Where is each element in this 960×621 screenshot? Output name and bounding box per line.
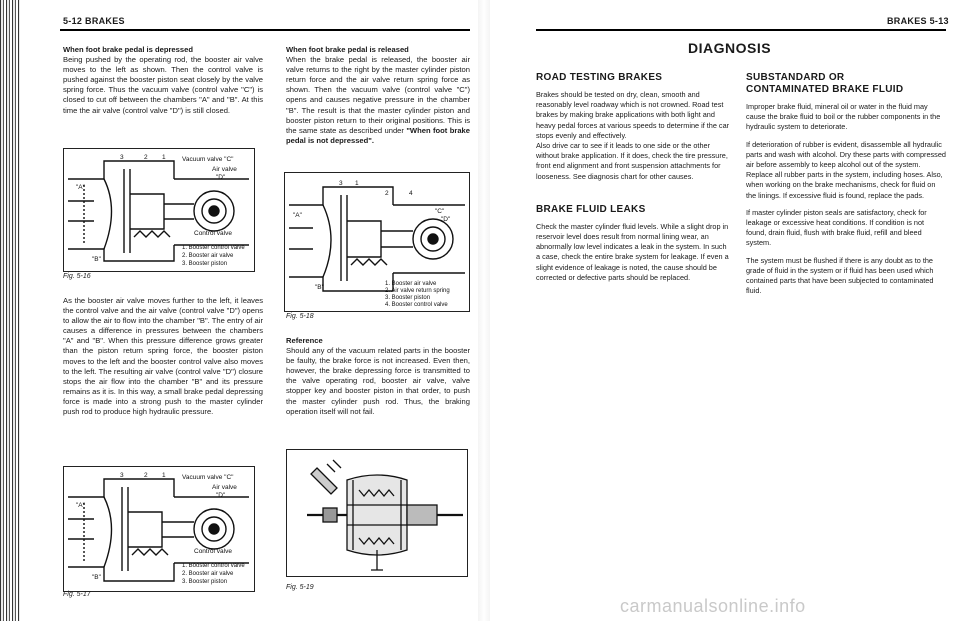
fig18-legend-3: 3. Booster piston [385,295,431,301]
left-header-rule [60,29,470,31]
figure-5-18 [284,172,470,312]
paragraph-released [286,55,470,146]
fig-5-17-caption: Fig. 5-17 [63,591,91,598]
fig17-label-1: 1 [162,472,166,479]
left-col2-reference [286,336,470,419]
reference-heading: Reference [286,336,323,345]
booster-assembly-drawing [287,450,467,576]
road-testing-para-1: Brakes should be tested on dry, clean, smooth and reasonably level roadway which is not crowned. Road test brakes by making brake applications with both light and heavy pedal forces at various speeds to determine if the car stops evenly and effectively. [536,90,730,140]
fig16-label-a: "A" [76,184,85,191]
left-page-header: 5-12 BRAKES [63,16,125,26]
fluid-para-4: The system must be flushed if there is any doubt as to the grade of fluid in the system or if fluid has been used which contained parts that have been subjected to contaminated fluid. [746,255,934,296]
fluid-heading-line-1: SUBSTANDARD OR [746,72,845,83]
fig-5-19-caption: Fig. 5-19 [286,584,314,591]
left-col1-bottom [63,296,263,419]
paragraph-released-bold: "When foot brake pedal is not depressed". [286,125,470,145]
page-gutter [478,0,490,621]
left-col1-top [63,45,263,118]
fig-5-16-caption: Fig. 5-16 [63,273,91,280]
watermark: carmanualsonline.info [620,596,806,616]
right-col2 [746,72,946,303]
fig18-legend-1: 1. Booster air valve [385,281,437,287]
fig17-label-2: 2 [144,472,148,479]
fig16-label-3: 3 [120,154,124,161]
fig18-legend-4: 4. Booster control valve [385,302,448,308]
book-binding-edge [0,0,20,621]
fig17-legend-3: 3. Booster piston [182,579,228,585]
paragraph-depressed-1: Being pushed by the operating rod, the booster air valve moves to the left as shown. Then the control valve is pushed against the booster piston seat closely by the valve spring force. Thus the vacuum valve (control valve "C") is closed to cut off between the chambers "A" and "B". At this time the air valve (control valve "D") is still closed. [63,55,263,115]
right-col1 [536,72,732,290]
section-heading-depressed: When foot brake pedal is depressed [63,45,193,54]
fig18-label-b: "B" [315,284,324,291]
fig16-label-vacuum-valve: Vacuum valve "C" [182,156,234,163]
fig18-legend-2: 2. Air valve return spring [385,288,450,294]
paragraph-released-text: When the brake pedal is released, the booster air valve returns to the right by the master cylinder piston return force and the air valve return spring force as shown. Then the vacuum valve (control valve "C") opens and causes negative pressure in the chamber "B". The result is that the master cylinder piston and booster piston return to their original positions. This is the same state as described under [286,55,470,135]
fig17-legend-2: 2. Booster air valve [182,571,234,577]
fig17-label-vacuum-valve: Vacuum valve "C" [182,474,234,481]
paragraph-depressed-2: As the booster air valve moves further to the left, it leaves the control valve and the air valve (control valve "D") opens to allow the air to flow into the chamber "B". The entry of air causes a difference in pressures between the chambers "A" and "B". When this pressure difference grows greater than the piston return spring force, the booster piston moves to the left and the booster control valve also moves to the left. The resulting air valve (control valve "D") closure stops the air flow into the chamber "B" and its pressure remains as it is. In this way, a small brake pedal depressing force is made into a strong push to the master cylinder push rod to produce high hydraulic pressure. [63,296,263,417]
figure-5-17 [63,466,255,592]
fig17-label-d: "D" [216,492,226,499]
fig18-label-c: "C" [435,208,445,215]
fig17-legend-1: 1. Booster control valve [182,563,245,569]
section-heading-released: When foot brake pedal is released [286,45,409,54]
reference-paragraph: Should any of the vacuum related parts in the booster be faulty, the brake force is not increased. Even then, however, the brake depressing force is transmitted to the valve operating rod, booster air valve, valve stopper key and booster piston in that order, to push the master cylinder push rod. Thus, the braking operation itself will not fail. [286,346,470,416]
page-title: DIAGNOSIS [688,40,772,56]
fig17-label-b: "B" [92,574,101,581]
right-header-rule [536,29,946,31]
road-testing-heading: ROAD TESTING BRAKES [536,72,663,83]
fig17-label-a: "A" [76,502,85,509]
fig18-label-4: 4 [409,190,413,197]
right-page-header: BRAKES 5-13 [887,16,949,26]
fig18-label-a: "A" [293,212,302,219]
figure-5-19 [286,449,468,577]
figure-5-16 [63,148,255,272]
fig16-label-1: 1 [162,154,166,161]
fig-5-18-caption: Fig. 5-18 [286,313,314,320]
fig16-label-control-valve: Control valve [194,230,232,237]
fig17-label-air-valve: Air valve [212,484,237,491]
fig18-label-2: 2 [385,190,389,197]
fig16-label-air-valve: Air valve [212,166,237,173]
fig16-legend-3: 3. Booster piston [182,261,228,267]
fig16-label-d: "D" [216,174,226,181]
brake-fluid-leaks-para: Check the master cylinder fluid levels. While a slight drop in reservoir level does result from normal lining wear, an abnormally low level indicates a leak in the system. In such a case, check the entire brake system for leakage. If even a slight evidence of leakage is noted, the cause should be corrected or defective parts should be replaced. [536,221,729,282]
fluid-heading-line-2: CONTAMINATED BRAKE FLUID [746,84,904,95]
fig16-legend-1: 1. Booster control valve [182,245,245,251]
fig18-label-1: 1 [355,180,359,187]
fig18-label-3: 3 [339,180,343,187]
booster-diagram-18 [285,173,469,311]
booster-diagram-17 [64,467,254,591]
left-col2-top [286,45,470,148]
fluid-para-3: If master cylinder piston seals are satisfactory, check for leakage or excessive heat conditions. If condition is not found, drain fluid, flush with brake fluid, refill and bleed system. [746,207,927,248]
fig18-label-d: "D" [441,216,451,223]
fluid-para-1: Improper brake fluid, mineral oil or water in the fluid may cause the brake fluid to boil or the rubber components in the hydraulic system to deteriorate. [746,102,941,132]
fig17-label-3: 3 [120,472,124,479]
fig17-label-control-valve: Control valve [194,548,232,555]
fluid-para-2: If deterioration of rubber is evident, disassemble all hydraulic parts and wash with alcohol. Dry these parts with compressed air before assembly to keep alcohol out of the system. Replace all rubber parts in the system, including hoses. Also, when working on the brake mechanisms, check for fluid on the linings. If excessive fluid is found, replace the pads. [746,139,946,200]
road-testing-para-2: Also drive car to see if it leads to one side or the other without brake application. If it does, check the tire pressure, front end alignment and front suspension attachments for looseness. See diagnosis chart for other causes. [536,141,728,181]
brake-fluid-leaks-heading: BRAKE FLUID LEAKS [536,203,646,215]
fig16-legend-2: 2. Booster air valve [182,253,234,259]
fig16-label-b: "B" [92,256,101,263]
booster-diagram-16 [64,149,254,271]
fig16-label-2: 2 [144,154,148,161]
